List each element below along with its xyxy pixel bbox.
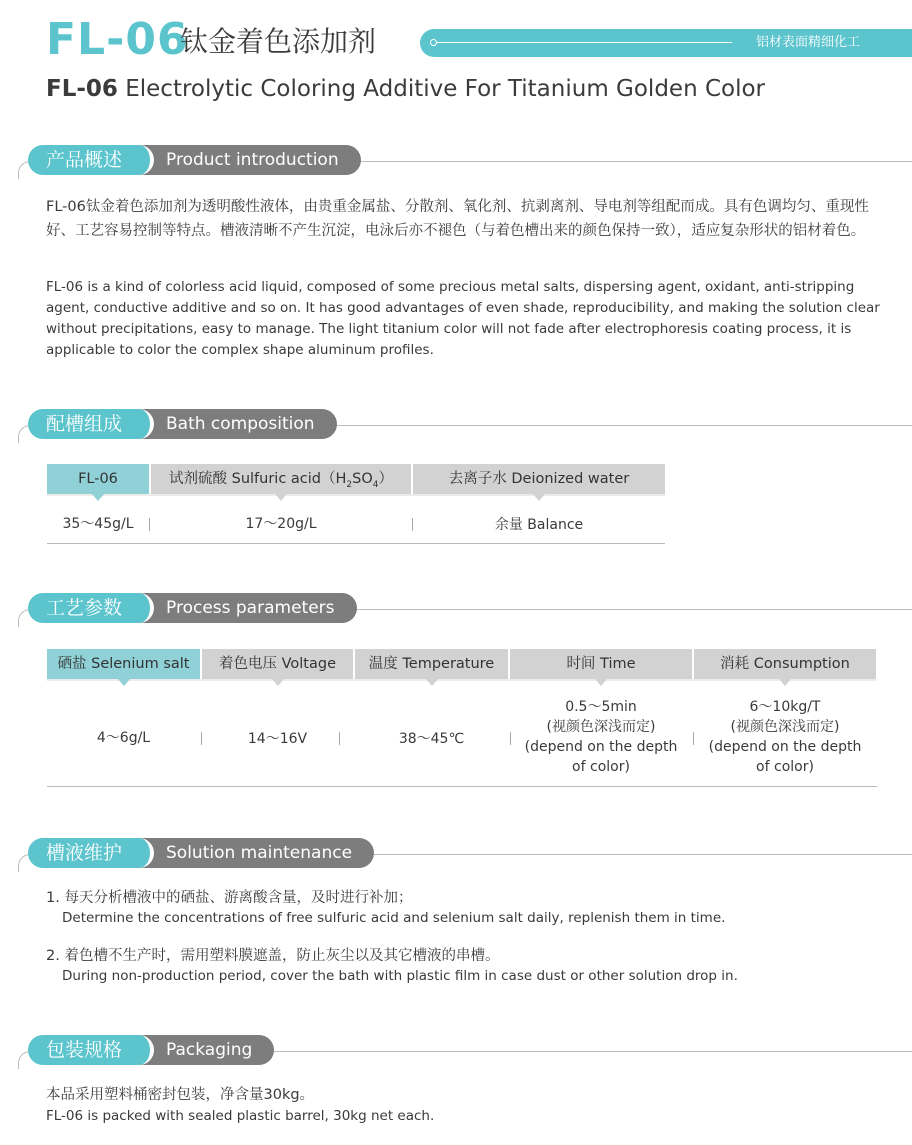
header-temperature: 温度 Temperature [368, 656, 495, 672]
banner-line [436, 42, 732, 43]
value-fl06: 35～45g/L [62, 516, 134, 532]
table-bottom-border [47, 543, 665, 544]
packaging-text-cn: 本品采用塑料桶密封包装，净含量30kg。 [46, 1087, 315, 1103]
table-header-cell [694, 649, 876, 679]
packaging-text-en: FL-06 is packed with sealed plastic barrel, 30kg net each. [46, 1108, 435, 1124]
maintenance-item-cn: 1. 每天分析槽液中的硒盐、游离酸含量，及时进行补加； [46, 890, 413, 906]
value-sulfuric-acid: 17～20g/L [245, 516, 317, 532]
header-consumption: 消耗 Consumption [720, 656, 850, 672]
section-title-en: Product introduction [128, 145, 361, 175]
table-header-cell [47, 464, 149, 494]
process-parameters-table [47, 649, 877, 787]
header-banner [420, 29, 912, 57]
section-title-en: Solution maintenance [128, 838, 374, 868]
header-fl06: FL-06 [78, 471, 118, 487]
caret-down-icon [272, 679, 284, 686]
caret-down-icon [426, 679, 438, 686]
section-title-cn: 工艺参数 [28, 593, 154, 623]
intro-text-cn: FL-06钛金着色添加剂为透明酸性液体，由贵重金属盐、分散剂、氧化剂、抗剥离剂、导电剂等组配而成。具有色调均匀、重现性好、工艺容易控制等特点。槽液清晰不产生沉淀，电泳后亦不褪色（与着色槽出来的颜色保持一致），适应复杂形状的铝材着色。 [46, 199, 869, 239]
section-title-cn: 配槽组成 [28, 409, 154, 439]
caret-down-icon [595, 679, 607, 686]
section-title-en: Process parameters [128, 593, 357, 623]
header-time: 时间 Time [566, 656, 636, 672]
caret-down-icon [275, 494, 287, 501]
header-text: 试剂硫酸 Sulfuric acid（H [169, 471, 347, 487]
product-title-en-code: FL-06 [46, 76, 118, 102]
table-bottom-border [47, 786, 877, 787]
value-consumption-line: (depend on the depth [708, 739, 862, 755]
value-voltage: 14～16V [247, 731, 308, 747]
section-title-cn: 包装规格 [28, 1035, 154, 1065]
section-header-bath [18, 409, 912, 443]
section-title-en: Bath composition [128, 409, 337, 439]
table-header-cell [355, 649, 508, 679]
table-header-cell [47, 649, 200, 679]
column-separator [339, 732, 340, 745]
value-consumption [694, 697, 876, 777]
header-stripe [47, 494, 665, 496]
header-text: ） [378, 471, 393, 487]
header-stripe [47, 679, 877, 681]
header-deionized-water: 去离子水 Deionized water [448, 471, 630, 487]
section-header-process [18, 593, 912, 627]
header-voltage: 着色电压 Voltage [219, 656, 336, 672]
value-time-line: of color) [572, 759, 630, 775]
maintenance-item-en: During non-production period, cover the bath with plastic film in case dust or other solution drop in. [62, 968, 738, 984]
section-header-maintenance [18, 838, 912, 872]
value-consumption-line: (视颜色深浅而定) [730, 719, 840, 735]
value-time [510, 697, 692, 777]
maintenance-item-en: Determine the concentrations of free sulfuric acid and selenium salt daily, replenish them in time. [62, 910, 726, 926]
table-header-cell [151, 464, 411, 494]
value-temperature: 38～45℃ [398, 731, 465, 747]
section-title-en: Packaging [128, 1035, 274, 1065]
table-header-cell [202, 649, 353, 679]
bath-composition-table [47, 464, 665, 544]
product-title-en-text: Electrolytic Coloring Additive For Titanium Golden Color [117, 76, 766, 102]
product-title-cn: 钛金着色添加剂 [180, 25, 377, 58]
table-header-cell [413, 464, 665, 494]
value-selenium-salt: 4～6g/L [96, 730, 151, 746]
value-consumption-line: of color) [756, 759, 814, 775]
column-separator [149, 518, 150, 531]
product-title-en [46, 74, 765, 104]
caret-down-icon [779, 679, 791, 686]
caret-down-icon [92, 494, 104, 501]
table-header-cell [510, 649, 692, 679]
header-sulfuric-acid [169, 471, 393, 490]
subscript: 4 [372, 479, 379, 490]
section-header-intro [18, 145, 912, 179]
header-selenium-salt: 硒盐 Selenium salt [57, 656, 190, 672]
section-title-cn: 产品概述 [28, 145, 154, 175]
section-title-cn: 槽液维护 [28, 838, 154, 868]
intro-text-en: FL-06 is a kind of colorless acid liquid, composed of some precious metal salts, dispersing agent, oxidant, anti-stripping agent, conductive additive and so on. It has good advantages of even shade, reproducibility, and making the solution clear without precipitations, easy to manage. The light titanium color will not fade after electrophoresis coating process, it is applicable to color the complex shape aluminum profiles. [46, 279, 880, 358]
section-header-packaging [18, 1035, 912, 1069]
product-code: FL-06 [46, 14, 189, 65]
value-consumption-line: 6～10kg/T [749, 699, 821, 715]
company-tagline: 铝材表面精细化工 [756, 35, 861, 50]
value-deionized-water: 余量 Balance [494, 517, 584, 533]
header-text: SO [352, 471, 373, 487]
maintenance-item-cn: 2. 着色槽不生产时，需用塑料膜遮盖，防止灰尘以及其它槽液的串槽。 [46, 948, 500, 964]
caret-down-icon [118, 679, 130, 686]
value-time-line: 0.5～5min [565, 699, 637, 715]
value-time-line: (depend on the depth [524, 739, 678, 755]
caret-down-icon [533, 494, 545, 501]
value-time-line: (视颜色深浅而定) [546, 719, 656, 735]
subscript: 2 [346, 479, 353, 490]
